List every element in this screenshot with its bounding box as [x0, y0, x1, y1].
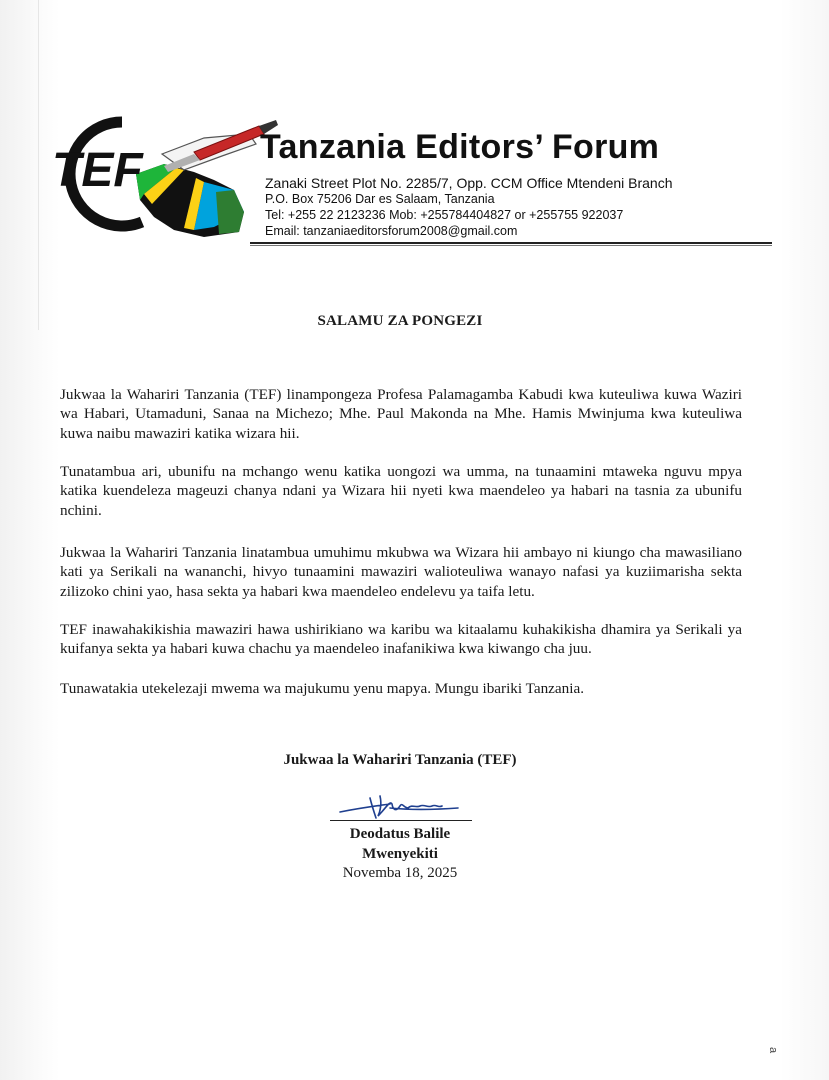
signatory-name: Deodatus Balile — [349, 826, 451, 842]
logo-text: TEF — [52, 144, 143, 197]
corner-mark: a — [767, 1046, 780, 1054]
address-po-box: P.O. Box 75206 Dar es Salaam, Tanzania — [265, 192, 495, 206]
paragraph-5: Tunawatakia utekelezaji mwema wa majukumu yenu mapya. Mungu ibariki Tanzania. — [60, 680, 585, 697]
paragraph-1: Jukwaa la Wahariri Tanzania (TEF) linampongeza Profesa Palamagamba Kabudi kwa kuteuliwa kuwa Waziri wa Habari, Utamaduni, Sanaa na Michezo; Mhe. Paul Makonda na Mhe. Hamis Mwinjuma kwa kuteuliwa kuwa naibu mawaziri katika wizara hii. — [60, 386, 742, 442]
letter-date: Novemba 18, 2025 — [342, 865, 458, 881]
signatory-title: Mwenyekiti — [362, 846, 438, 862]
paragraph-3: Jukwaa la Wahariri Tanzania linatambua umuhimu mkubwa wa Wizara hii ambayo ni kiungo cha mawasiliano kati ya Serikali na wananchi, hivyo tunaamini mawaziri walioteuliwa wanayo nafasi ya kuziimarisha sekta zilizoko chini yao, hasa sekta ya habari kwa maendeleo endelevu ya taifa letu. — [60, 544, 742, 600]
paragraph-4: TEF inawahakikishia mawaziri hawa ushirikiano wa karibu wa kitaalamu kuhakikisha dhamira ya Serikali ya kuifanya sekta ya habari kuwa chachu ya maendeleo inafanikiwa kwa kiwango cha juu. — [60, 621, 742, 658]
letter-title: SALAMU ZA PONGEZI — [317, 313, 483, 329]
paragraph-2: Tunatambua ari, ubunifu na mchango wenu katika uongozi wa umma, na tunaamini mtaweka nguvu mpya katika kuendeleza mageuzi chanya ndani ya Wizara hii nyeti kwa maendeleo ya habari na tasnia za ubunifu nchini. — [60, 463, 742, 519]
tanzania-map-flag — [136, 164, 244, 237]
signoff-organization: Jukwaa la Wahariri Tanzania (TEF) — [283, 752, 517, 768]
org-name: Tanzania Editors’ Forum — [260, 128, 660, 166]
address-email: Email: tanzaniaeditorsforum2008@gmail.com — [265, 224, 518, 238]
signature-line — [330, 820, 472, 821]
address-street: Zanaki Street Plot No. 2285/7, Opp. CCM Office Mtendeni Branch — [265, 175, 673, 191]
address-phone: Tel: +255 22 2123236 Mob: +255784404827 or +255755 922037 — [265, 208, 624, 222]
letterhead-rule-thin — [250, 245, 772, 246]
tef-logo — [44, 112, 294, 247]
letterhead-rule — [250, 242, 772, 244]
letterhead — [0, 0, 829, 260]
